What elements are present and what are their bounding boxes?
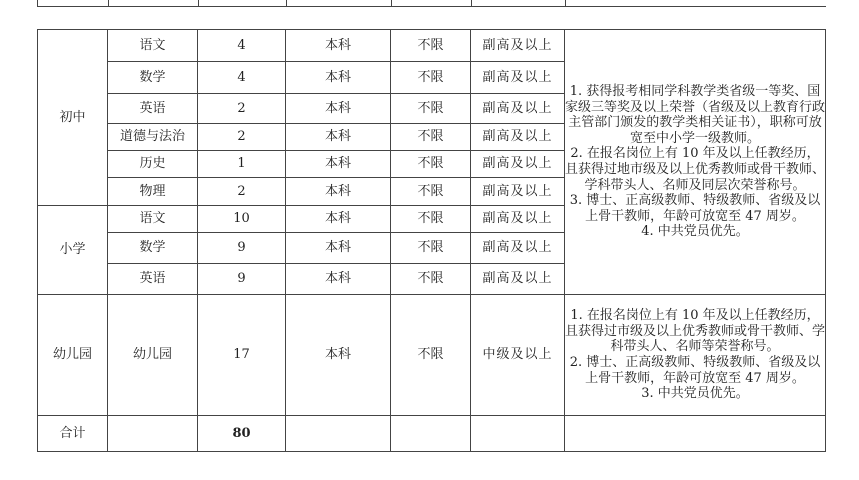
title-cell: 副高及以上 (471, 30, 565, 62)
education-cell: 本科 (286, 62, 391, 94)
title-cell: 副高及以上 (471, 124, 565, 151)
note-item: 2. 在报名岗位上有 10 年及以上任教经历，且获得过地市级及以上优秀教师或骨干教师、学科带头人、名师及同层次荣誉称号。 (565, 146, 826, 193)
title-cell: 副高及以上 (471, 62, 565, 94)
count-cell: 10 (198, 206, 286, 233)
recruitment-quota-table (37, 29, 826, 452)
title-cell: 副高及以上 (471, 94, 565, 124)
subject-cell: 数学 (108, 233, 198, 264)
subject-cell: 英语 (108, 264, 198, 295)
major-cell: 不限 (391, 264, 471, 295)
education-cell: 本科 (286, 233, 391, 264)
empty-cell (286, 416, 391, 452)
requirements-notes-kindergarten (565, 295, 826, 416)
note-item: 3. 博士、正高级教师、特级教师、省级及以上骨干教师，年龄可放宽至 47 周岁。 (569, 193, 821, 224)
major-cell: 不限 (391, 295, 471, 416)
count-cell: 9 (198, 264, 286, 295)
subject-cell: 语文 (108, 206, 198, 233)
total-label: 合计 (38, 416, 108, 452)
subject-cell: 幼儿园 (108, 295, 198, 416)
major-cell: 不限 (391, 62, 471, 94)
requirements-notes-schools (565, 30, 826, 295)
education-cell: 本科 (286, 94, 391, 124)
empty-cell (108, 416, 198, 452)
empty-cell (471, 416, 565, 452)
count-cell: 2 (198, 178, 286, 206)
count-cell: 2 (198, 124, 286, 151)
title-cell: 副高及以上 (471, 233, 565, 264)
major-cell: 不限 (391, 206, 471, 233)
education-cell: 本科 (286, 151, 391, 178)
count-cell: 2 (198, 94, 286, 124)
education-cell: 本科 (286, 264, 391, 295)
count-cell: 4 (198, 62, 286, 94)
major-cell: 不限 (391, 30, 471, 62)
count-cell: 1 (198, 151, 286, 178)
count-cell: 4 (198, 30, 286, 62)
title-cell: 副高及以上 (471, 151, 565, 178)
education-cell: 本科 (286, 30, 391, 62)
subject-cell: 英语 (108, 94, 198, 124)
count-cell: 17 (198, 295, 286, 416)
note-item: 3. 中共党员优先。 (641, 386, 749, 402)
major-cell: 不限 (391, 124, 471, 151)
major-cell: 不限 (391, 233, 471, 264)
category-cell: 幼儿园 (38, 295, 108, 416)
subject-cell: 道德与法治 (108, 124, 198, 151)
major-cell: 不限 (391, 178, 471, 206)
subject-cell: 数学 (108, 62, 198, 94)
table-row (38, 30, 826, 62)
title-cell: 副高及以上 (471, 264, 565, 295)
title-cell: 副高及以上 (471, 206, 565, 233)
education-cell: 本科 (286, 178, 391, 206)
count-cell: 9 (198, 233, 286, 264)
subject-cell: 语文 (108, 30, 198, 62)
major-cell: 不限 (391, 151, 471, 178)
note-item: 4. 中共党员优先。 (641, 224, 749, 240)
empty-cell (391, 416, 471, 452)
education-cell: 本科 (286, 124, 391, 151)
title-cell: 副高及以上 (471, 178, 565, 206)
category-cell: 小学 (38, 206, 108, 295)
title-cell: 中级及以上 (471, 295, 565, 416)
subject-cell: 历史 (108, 151, 198, 178)
note-item: 1. 在报名岗位上有 10 年及以上任教经历，且获得过市级及以上优秀教师或骨干教师、学科带头人、名师等荣誉称号。 (565, 308, 826, 355)
table-row (38, 295, 826, 416)
education-cell: 本科 (286, 295, 391, 416)
empty-cell (565, 416, 826, 452)
previous-page-table-edge (37, 0, 826, 7)
total-count: 80 (198, 416, 286, 452)
category-cell: 初中 (38, 30, 108, 206)
total-row (38, 416, 826, 452)
subject-cell: 物理 (108, 178, 198, 206)
major-cell: 不限 (391, 94, 471, 124)
note-item: 1. 获得报考相同学科教学类省级一等奖、国家级三等奖及以上荣誉（省级及以上教育行政主管部门颁发的教学类相关证书），职称可放宽至中小学一级教师。 (565, 84, 826, 146)
note-item: 2. 博士、正高级教师、特级教师、省级及以上骨干教师，年龄可放宽至 47 周岁。 (569, 355, 821, 386)
education-cell: 本科 (286, 206, 391, 233)
